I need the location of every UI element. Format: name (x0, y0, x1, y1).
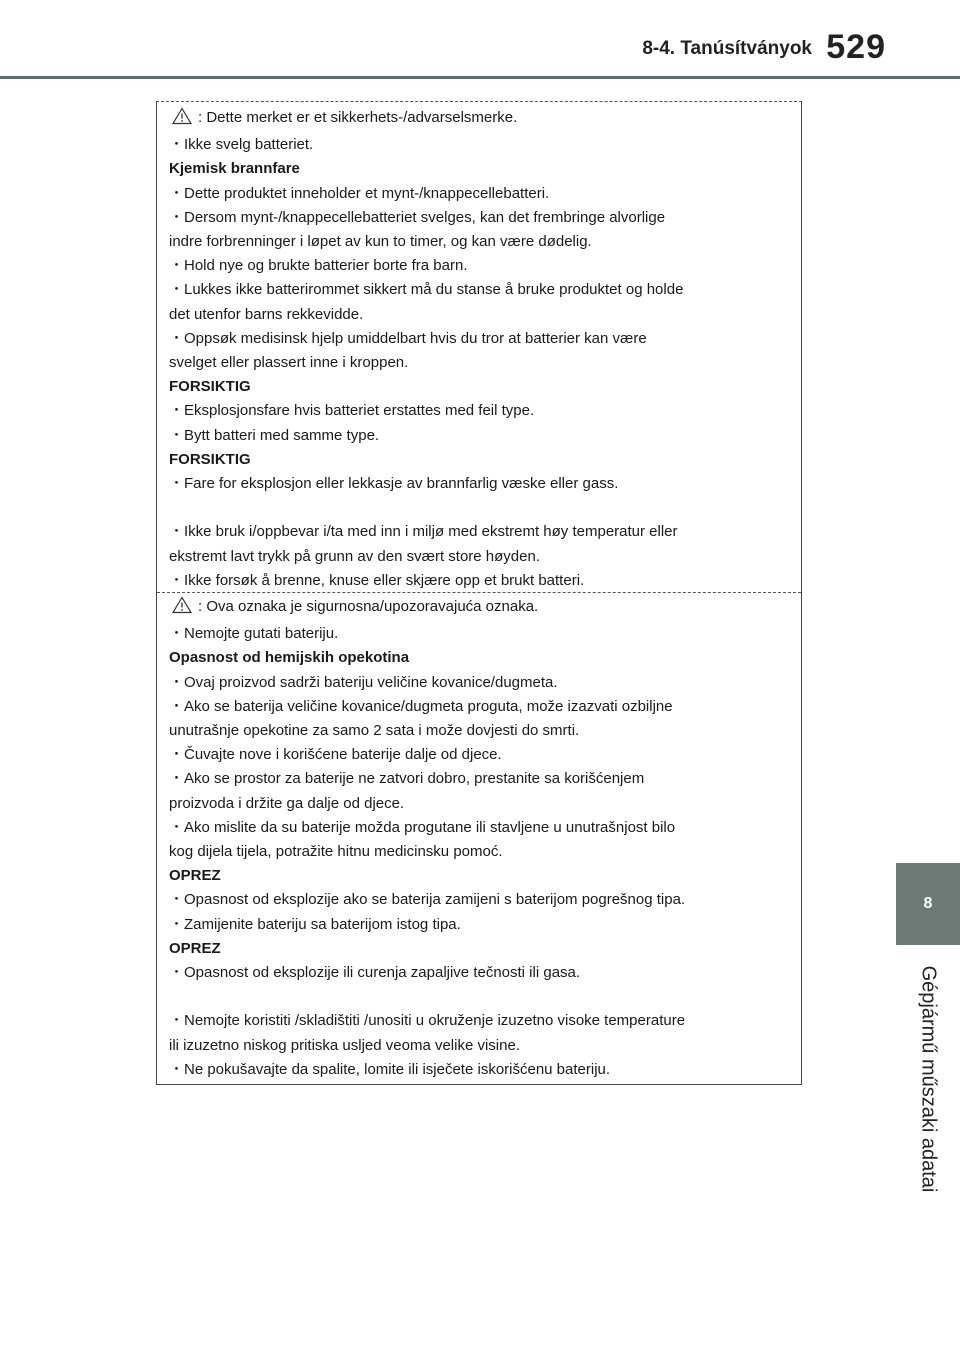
text-line: ekstremt lavt trykk på grunn av den svært store høyden. (169, 547, 540, 565)
page-number: 529 (826, 28, 886, 66)
text-line: ・Eksplosjonsfare hvis batteriet erstattes med feil type. (169, 402, 535, 420)
warning-line (169, 106, 793, 133)
section-heading: FORSIKTIG (169, 450, 251, 468)
text-line: ・Ako se prostor za baterije ne zatvori dobro, prestanite sa korišćenjem (169, 770, 645, 788)
text-line: ・Ne pokušavajte da spalite, lomite ili isječete iskorišćenu bateriju. (169, 1060, 611, 1078)
text-line: indre forbrenninger i løpet av kun to timer, og kan være dødelig. (169, 233, 592, 251)
text-line: ・Fare for eksplosjon eller lekkasje av brannfarlig væske eller gass. (169, 475, 619, 493)
text-line: proizvoda i držite ga dalje od djece. (169, 794, 405, 812)
text-line: ・Ikke bruk i/oppbevar i/ta med inn i miljø med ekstremt høy temperatur eller (169, 523, 678, 541)
chapter-tab-number: 8 (923, 895, 933, 912)
page-header (0, 0, 960, 80)
section-heading: FORSIKTIG (169, 378, 251, 396)
text-line: svelget eller plassert inne i kroppen. (169, 354, 409, 372)
text-line: ・Opasnost od eksplozije ako se baterija zamijeni s baterijom pogrešnog tipa. (169, 891, 686, 909)
blank-line (169, 496, 793, 520)
text-line: kog dijela tijela, potražite hitnu medicinsku pomoć. (169, 843, 503, 861)
section-heading: OPREZ (169, 867, 221, 885)
blank-line (169, 985, 793, 1009)
text-line: ・Hold nye og brukte batterier borte fra barn. (169, 257, 468, 275)
text-line: ili izuzetno niskog pritiska usljed veoma velike visine. (169, 1036, 520, 1054)
chapter-title-vertical: Gépjármű műszaki adatai (917, 965, 940, 1193)
text-line: ・Oppsøk medisinsk hjelp umiddelbart hvis du tror at batterier kan være (169, 329, 647, 347)
warning-line-text: : Ova oznaka je sigurnosna/upozoravajuća oznaka. (198, 598, 539, 615)
text-line: ・Dersom mynt-/knappecellebatteriet svelges, kan det frembringe alvorlige (169, 208, 666, 226)
text-line: ・Ikke svelg batteriet. (169, 136, 314, 154)
warning-content-box (156, 101, 802, 1085)
block-divider (157, 592, 801, 593)
text-line: ・Opasnost od eksplozije ili curenja zapaljive tečnosti ili gasa. (169, 964, 581, 982)
text-line: ・Dette produktet inneholder et mynt-/knappecellebatteri. (169, 184, 550, 202)
section-heading: OPREZ (169, 939, 221, 957)
section-heading: Opasnost od hemijskih opekotina (169, 649, 410, 667)
chapter-tab (896, 863, 960, 945)
text-line: ・Ovaj proizvod sadrži bateriju veličine kovanice/dugmeta. (169, 673, 558, 691)
text-line: ・Ako se baterija veličine kovanice/dugmeta proguta, može izazvati ozbiljne (169, 697, 673, 715)
text-line: ・Nemojte koristiti /skladištiti /unositi u okruženje izuzetno visoke temperature (169, 1012, 686, 1030)
section-heading: Kjemisk brannfare (169, 160, 300, 178)
warning-block-norwegian (157, 106, 801, 593)
text-line: ・Nemojte gutati bateriju. (169, 625, 339, 643)
warning-line (169, 595, 793, 622)
text-line: ・Zamijenite bateriju sa baterijom istog tipa. (169, 915, 461, 933)
warning-triangle-icon (172, 107, 192, 133)
warning-block-bosnian (157, 595, 801, 1082)
text-line: ・Ikke forsøk å brenne, knuse eller skjære opp et brukt batteri. (169, 571, 585, 589)
text-line: ・Lukkes ikke batterirommet sikkert må du stanse å bruke produktet og holde (169, 281, 684, 299)
warning-line-text: : Dette merket er et sikkerhets-/advarselsmerke. (198, 109, 518, 126)
text-line: ・Bytt batteri med samme type. (169, 426, 380, 444)
text-line: ・Čuvajte nove i korišćene baterije dalje od djece. (169, 746, 502, 764)
text-line: det utenfor barns rekkevidde. (169, 305, 364, 323)
warning-triangle-icon (172, 596, 192, 622)
text-line: ・Ako mislite da su baterije možda progutane ili stavljene u unutrašnjost bilo (169, 818, 676, 836)
text-line: unutrašnje opekotine za samo 2 sata i može dovjesti do smrti. (169, 722, 580, 740)
section-title: 8-4. Tanúsítványok (642, 38, 812, 59)
header-rule (0, 76, 960, 79)
